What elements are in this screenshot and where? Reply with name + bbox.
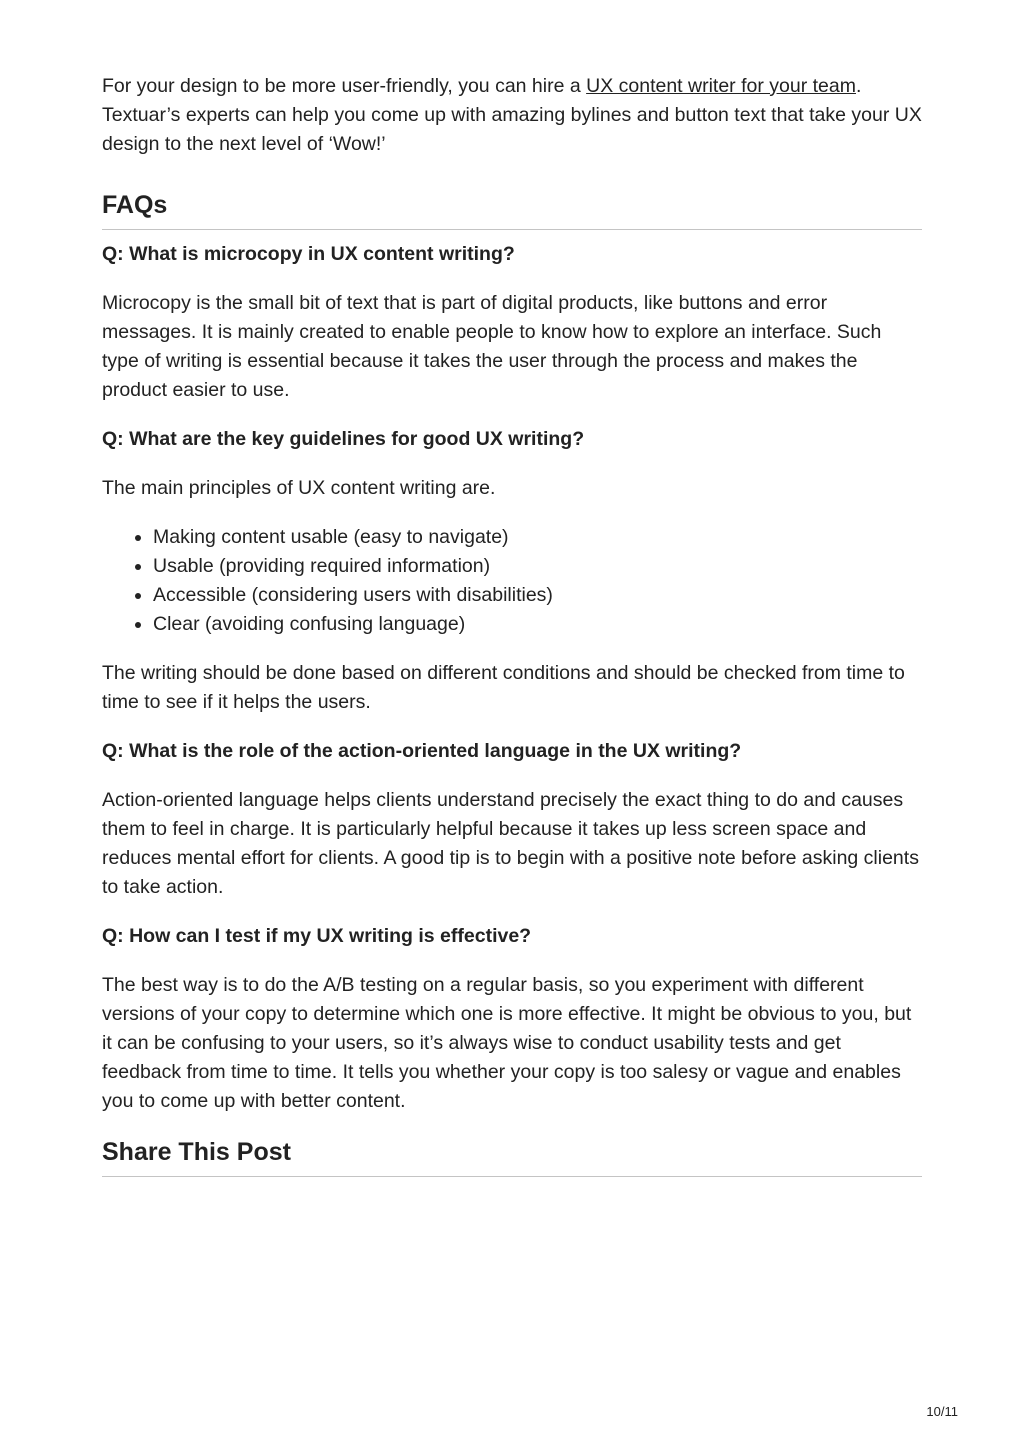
faq-question: Q: What are the key guidelines for good UX writing? bbox=[102, 428, 585, 450]
list-item: • Usable (providing required information) bbox=[153, 552, 922, 581]
article-content bbox=[102, 72, 922, 1177]
list-item: • Clear (avoiding confusing language) bbox=[153, 610, 922, 639]
page-number: 10/11 bbox=[926, 1404, 958, 1419]
faq-answer: The best way is to do the A/B testing on a regular basis, so you experiment with different versions of your copy to determine which one is more effective. It might be obvious to you, but it can be confusing to your users, so it’s always wise to conduct usability tests and get feedback from time to time. It tells you whether your copy is too salesy or vague and enables you to come up with better content. bbox=[102, 974, 912, 1112]
intro-paragraph bbox=[102, 72, 922, 159]
faq-item bbox=[102, 737, 922, 902]
faq-item bbox=[102, 240, 922, 405]
guidelines-list bbox=[102, 523, 922, 639]
faq-heading: FAQs bbox=[102, 189, 922, 230]
list-item: • Accessible (considering users with disabilities) bbox=[153, 581, 922, 610]
faq-answer: Action-oriented language helps clients understand precisely the exact thing to do and causes them to feel in charge. It is particularly helpful because it takes up less screen space and reduces mental effort for clients. A good tip is to begin with a positive note before asking clients to take action. bbox=[102, 789, 919, 898]
intro-text-after-link: . Textuar’s experts can help you come up with amazing bylines and button text that take your UX design to the next level of ‘Wow!’ bbox=[102, 75, 922, 155]
faq-answer-intro: The main principles of UX content writing are. bbox=[102, 477, 496, 499]
faq-question: Q: What is microcopy in UX content writing? bbox=[102, 243, 515, 265]
faq-question: Q: What is the role of the action-oriented language in the UX writing? bbox=[102, 740, 742, 762]
ux-writer-link[interactable]: UX content writer for your team bbox=[586, 75, 856, 97]
faq-answer-outro: The writing should be done based on different conditions and should be checked from time to time to see if it helps the users. bbox=[102, 662, 905, 713]
faq-question: Q: How can I test if my UX writing is effective? bbox=[102, 925, 532, 947]
list-item: • Making content usable (easy to navigate) bbox=[153, 523, 922, 552]
intro-text-before-link: For your design to be more user-friendly, you can hire a bbox=[102, 75, 587, 97]
faq-item bbox=[102, 425, 922, 717]
share-heading: Share This Post bbox=[102, 1136, 922, 1177]
faq-item bbox=[102, 922, 922, 1116]
faq-answer: Microcopy is the small bit of text that is part of digital products, like buttons and error messages. It is mainly created to enable people to know how to explore an interface. Such type of writing is essential because it takes the user through the process and makes the product easier to use. bbox=[102, 292, 882, 401]
